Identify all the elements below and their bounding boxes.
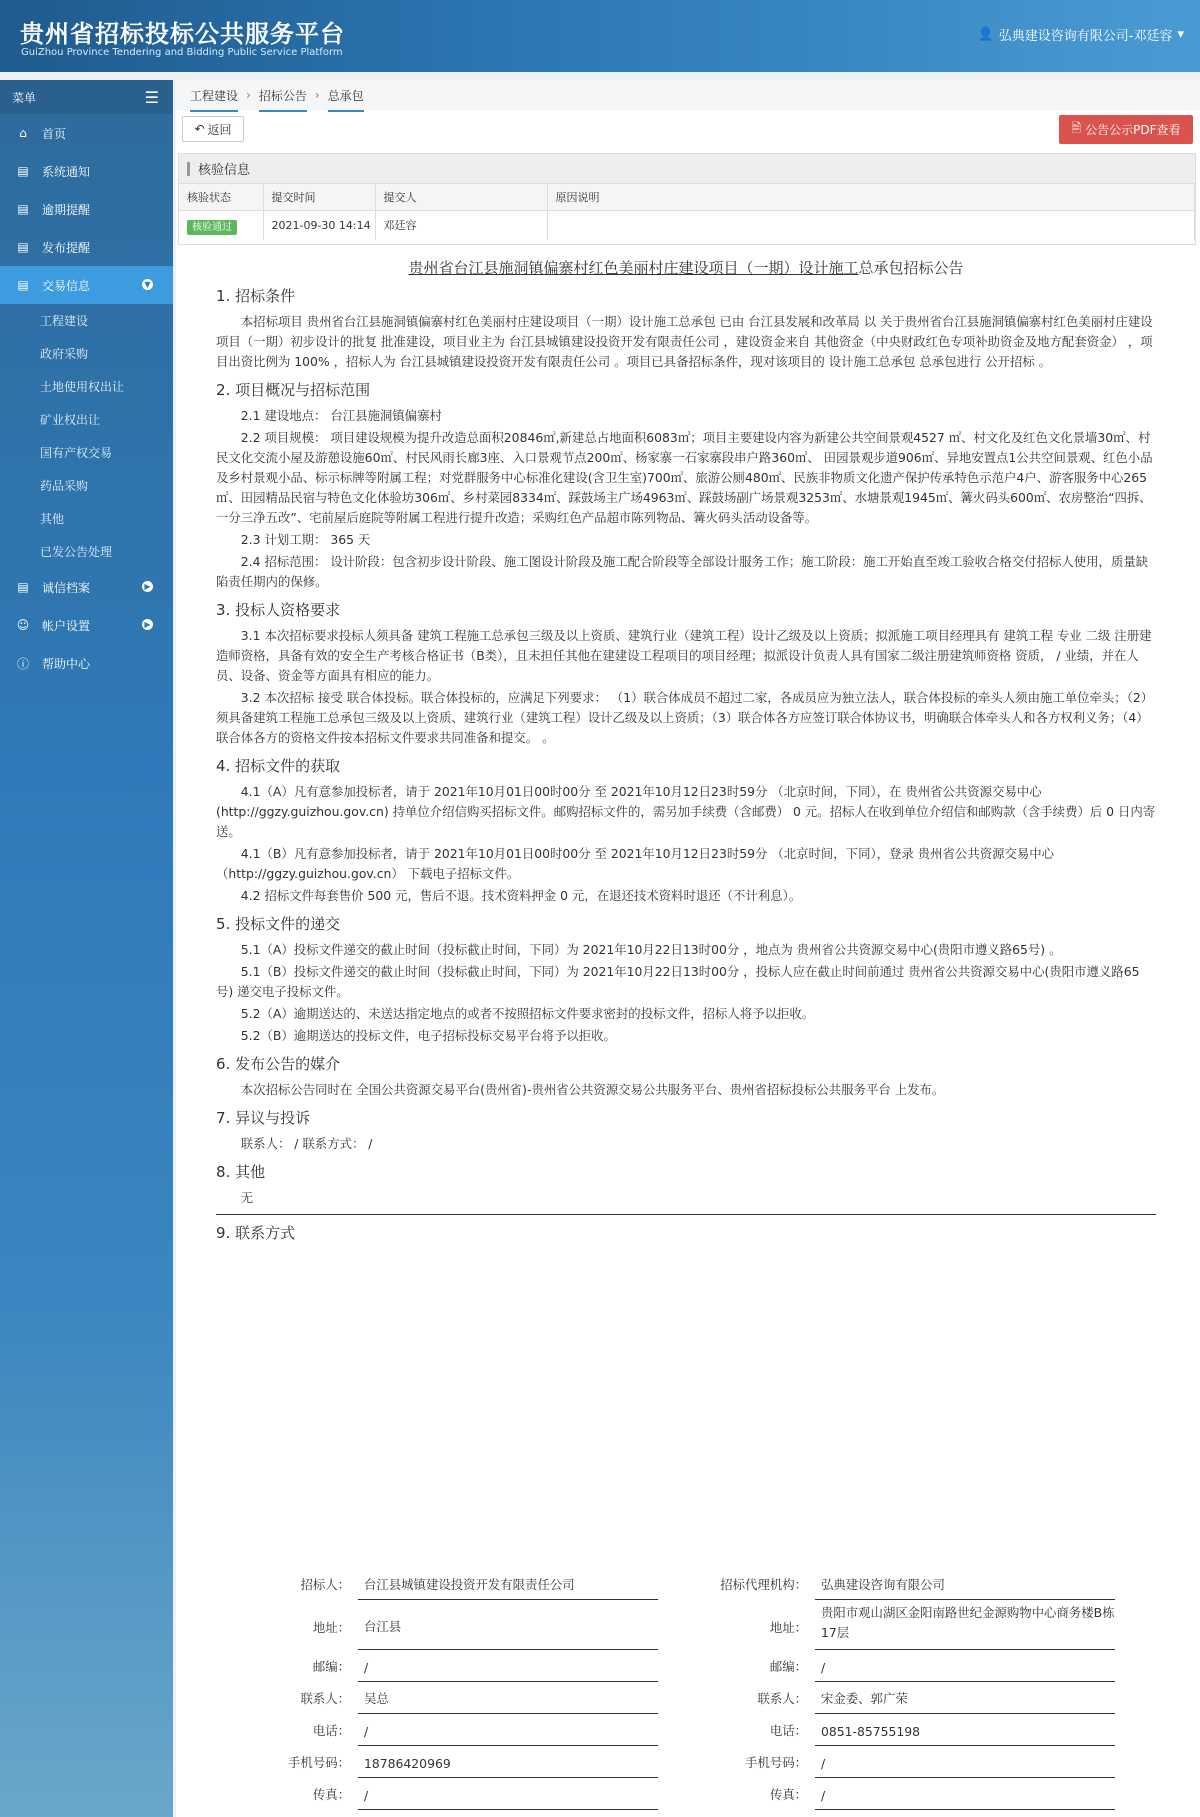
contact-label: 传真：: [769, 1787, 807, 1802]
time-cell: 2021-09-30 14:14: [263, 210, 375, 240]
verify-table: [179, 184, 1195, 240]
sidebar-subitem[interactable]: 政府采购: [40, 347, 89, 361]
paragraph: 联系人： / 联系方式： /: [240, 1136, 373, 1151]
contact-label: 邮编：: [312, 1659, 350, 1674]
paragraph: 4.1（A）凡有意参加投标者，请于 2021年10月01日00时00分 至 2021年10月12日23时59分 （北京时间，下同），在 贵州省公共资源交易中心(http://ggzy.guizhou.gov.cn) 持单位介绍信购买招标文件。邮购招标文件的，需另加手续费（含邮费） 0 元。招标人在收到单位介绍信和邮购款（含手续费）后 0 日内寄送。: [216, 784, 1156, 839]
contact-label: 电话：: [769, 1723, 807, 1738]
paragraph: 3.1 本次招标要求投标人须具备 建筑工程施工总承包三级及以上资质、建筑行业（建筑工程）设计乙级及以上资质；拟派施工项目经理具有 建筑工程 专业 二级 注册建造师资格，具备有效的安全生产考核合格证书（B类），且未担任其他在建建设工程项目的项目经理；拟派设计负责人具有国家二级注册建筑师资格 资质， / 业绩，并在人员、设备、资金等方面具有相应的能力。: [216, 628, 1152, 683]
paragraph: 4.2 招标文件每套售价 500 元，售后不退。技术资料押金 0 元，在退还技术资料时退还（不计利息）。: [240, 888, 802, 903]
breadcrumb: [176, 80, 1200, 110]
sidebar-item-publish[interactable]: [0, 228, 173, 266]
section-heading: 6. 发布公告的媒介: [216, 1055, 341, 1073]
contact-value: /: [358, 1788, 658, 1810]
column-header: 核验状态: [179, 184, 263, 210]
chevron-down-icon: ▼: [142, 279, 153, 290]
header-bar: [187, 162, 190, 176]
contact-label: 联系人：: [757, 1691, 807, 1706]
contact-value: 台江县城镇建设投资开发有限责任公司: [358, 1575, 658, 1600]
section-heading: 3. 投标人资格要求: [216, 601, 341, 619]
contact-value: /: [358, 1724, 658, 1746]
contact-row: [216, 1778, 1176, 1810]
sidebar: [0, 80, 173, 1817]
contact-value: /: [815, 1660, 1115, 1682]
pdf-icon: 🗎: [1071, 121, 1082, 135]
paragraph: 无: [240, 1190, 254, 1205]
hamburger-icon[interactable]: ☰: [144, 87, 159, 107]
toolbar: [176, 110, 1200, 150]
user-menu[interactable]: [978, 25, 1184, 44]
sidebar-item-credit[interactable]: [0, 568, 173, 606]
user-name: 弘典建设咨询有限公司-邓廷容: [998, 29, 1173, 44]
home-icon: ⌂: [19, 126, 27, 140]
column-header: 原因说明: [547, 184, 1195, 210]
announcement: [216, 258, 1156, 1249]
contact-row: [216, 1600, 1176, 1650]
sidebar-item-account[interactable]: [0, 606, 173, 644]
sidebar-item-label: 逾期提醒: [42, 202, 91, 217]
list-icon: ▤: [17, 240, 29, 254]
verify-title: 核验信息: [198, 163, 251, 178]
title-project: 贵州省台江县施洞镇偏寨村红色美丽村庄建设项目（一期）设计施工: [408, 259, 859, 277]
chevron-right-icon: ›: [314, 88, 320, 102]
status-badge: 核验通过: [187, 220, 237, 235]
contact-row: [216, 1714, 1176, 1746]
contact-label: 招标代理机构：: [720, 1577, 807, 1592]
sidebar-item-overdue[interactable]: [0, 190, 173, 228]
reason-cell: [547, 210, 1195, 240]
sidebar-item-label: 诚信档案: [42, 580, 91, 595]
contact-value: 吴总: [358, 1689, 658, 1714]
back-icon: ↶: [194, 122, 205, 136]
breadcrumb-item[interactable]: 招标公告: [259, 87, 307, 112]
contact-value: 18786420969: [358, 1756, 658, 1778]
list-icon: ▤: [17, 278, 29, 292]
user-icon: ☺: [16, 618, 30, 632]
title-rest: 总承包招标公告: [858, 259, 964, 277]
paragraph: 4.1（B）凡有意参加投标者，请于 2021年10月01日00时00分 至 2021年10月12日23时59分 （北京时间，下同），登录 贵州省公共资源交易中心（http://ggzy.guizhou.gov.cn） 下载电子招标文件。: [216, 846, 1055, 881]
list-icon: ▤: [17, 580, 29, 594]
sidebar-subitem[interactable]: 土地使用权出让: [40, 380, 125, 394]
contact-value: /: [815, 1788, 1115, 1810]
contact-row: [216, 1682, 1176, 1714]
contact-label: 传真：: [312, 1787, 350, 1802]
verify-header: [179, 154, 1195, 184]
contact-label: 联系人：: [300, 1691, 350, 1706]
user-icon: 👤: [977, 27, 994, 42]
contact-label: 电话：: [312, 1723, 350, 1738]
paragraph: 5.1（A）投标文件递交的截止时间（投标截止时间，下同）为 2021年10月22日13时00分 ，地点为 贵州省公共资源交易中心(贵阳市遵义路65号) 。: [240, 942, 1062, 957]
paragraph: 本招标项目 贵州省台江县施洞镇偏寨村红色美丽村庄建设项目（一期）设计施工总承包 已由 台江县发展和改革局 以 关于贵州省台江县施洞镇偏寨村红色美丽村庄建设项目（一期）初步设计的批复 批准建设，项目业主为 台江县城镇建设投资开发有限责任公司 ，建设资金来自 其他资金（中央财政红色专项补助资金及地方配套资金） ，项目出资比例为 100% ，招标人为 台江县城镇建设投资开发有限责任公司 。项目已具备招标条件，现对该项目的 设计施工总承包 总承包进行 公开招标 。: [216, 314, 1153, 369]
paragraph: 本次招标公告同时在 全国公共资源交易平台(贵州省)-贵州省公共资源交易公共服务平台、贵州省招标投标公共服务平台 上发布。: [240, 1082, 945, 1097]
sidebar-subitem[interactable]: 其他: [40, 512, 65, 526]
sidebar-item-home[interactable]: [0, 114, 173, 152]
sidebar-item-label: 系统通知: [42, 164, 91, 179]
help-icon: ⓘ: [16, 656, 29, 671]
back-label: 返回: [207, 122, 232, 137]
contact-value: /: [815, 1756, 1115, 1778]
contact-value: 弘典建设咨询有限公司: [815, 1575, 1115, 1600]
section-heading: 5. 投标文件的递交: [216, 915, 341, 933]
paragraph: 2.4 招标范围： 设计阶段：包含初步设计阶段、施工图设计阶段及施工配合阶段等全部设计服务工作；施工阶段：施工开始直至竣工验收合格交付招标人使用，质量缺陷责任期内的保修。: [216, 554, 1149, 589]
monitor-icon: ▤: [17, 164, 29, 178]
sidebar-item-label: 帮助中心: [42, 656, 91, 671]
sidebar-item-help[interactable]: [0, 644, 173, 682]
section-heading: 4. 招标文件的获取: [216, 757, 341, 775]
contact-label: 邮编：: [769, 1659, 807, 1674]
table-row: [179, 210, 1195, 240]
site-title: 贵州省招标投标公共服务平台: [20, 20, 345, 48]
person-cell: 邓廷容: [375, 210, 547, 240]
pdf-label: 公告公示PDF查看: [1085, 123, 1181, 137]
menu-label: 菜单: [12, 90, 37, 105]
sidebar-item-trade[interactable]: [0, 266, 173, 304]
sidebar-item-label: 发布提醒: [42, 240, 91, 255]
divider: [216, 1214, 1156, 1215]
breadcrumb-item[interactable]: 总承包: [328, 87, 364, 112]
column-header: 提交人: [375, 184, 547, 210]
menu-header: [0, 80, 173, 114]
contact-label: 地址：: [312, 1620, 350, 1635]
paragraph: 3.2 本次招标 接受 联合体投标。联合体投标的，应满足下列要求： （1）联合体成员不超过二家，各成员应为独立法人，联合体投标的牵头人须由施工单位牵头；（2）须具备建筑工程施工总承包三级及以上资质、建筑行业（建筑工程）设计乙级及以上资质；（3）联合体各方应签订联合体协议书，明确联合体牵头人和各方权利义务；（4）联合体各方的资格文件按本招标文件要求共同准备和提交。 。: [216, 690, 1154, 745]
contact-value: /: [358, 1660, 658, 1682]
sidebar-item-notice[interactable]: [0, 152, 173, 190]
contact-label: 地址：: [769, 1620, 807, 1635]
site-subtitle: GuiZhou Province Tendering and Bidding Public Service Platform: [21, 47, 343, 58]
breadcrumb-item[interactable]: 工程建设: [190, 87, 238, 112]
top-header: [0, 0, 1200, 72]
contact-value: 贵阳市观山湖区金阳南路世纪金源购物中心商务楼B栋17层: [815, 1603, 1115, 1650]
caret-down-icon: ▾: [1177, 27, 1184, 42]
list-icon: ▤: [17, 202, 29, 216]
paragraph: 5.2（B）逾期送达的投标文件，电子招标投标交易平台将予以拒收。: [240, 1028, 616, 1043]
sidebar-subitem[interactable]: 矿业权出让: [40, 413, 101, 427]
sidebar-subitem[interactable]: 药品采购: [40, 479, 89, 493]
paragraph: 2.2 项目规模： 项目建设规模为提升改造总面积20846㎡,新建总占地面积6083㎡；项目主要建设内容为新建公共空间景观4527 ㎡、村文化及红色文化景墙30㎡、村民文化交流小屋及游憩设施60㎡、村民风雨长廊3座、入口景观节点200㎡、杨家寨一石家寨段串户路360㎡、 田园景观步道906㎡、异地安置点1公共空间景观、红色小品及乡村景观小品、标示标牌等附属工程；对党群服务中心标准化建设(含卫生室)700㎡、旅游公厕480㎡、民族非物质文化遗产保护传承特色示范户4户、游客服务中心265㎡、田园精品民宿与特色文化体验坊306㎡、乡村菜园8334㎡、踩鼓场主广场4963㎡、踩鼓场副广场景观3253㎡、水塘景观1945㎡、篝火码头600㎡、农房整治“四拆、一分三净五改”、宅前屋后庭院等附属工程进行提升改造；采购红色产品超市陈列物品、篝火码头活动设备等。: [216, 430, 1153, 525]
section-heading: 2. 项目概况与招标范围: [216, 381, 371, 399]
contact-row: [216, 1568, 1176, 1600]
paragraph: 2.1 建设地点： 台江县施洞镇偏寨村: [240, 408, 442, 423]
pdf-view-button[interactable]: [1059, 115, 1193, 144]
main-content: [176, 80, 1200, 1817]
contact-value: 宋金委、郭广荣: [815, 1689, 1115, 1714]
paragraph: 5.1（B）投标文件递交的截止时间（投标截止时间，下同）为 2021年10月22日13时00分 ，投标人应在截止时间前通过 贵州省公共资源交易中心(贵阳市遵义路65号) 递交电子投标文件。: [216, 964, 1140, 999]
section-heading: 1. 招标条件: [216, 287, 296, 305]
contact-label: 手机号码：: [745, 1755, 807, 1770]
verify-panel: [178, 153, 1196, 245]
sidebar-item-label: 帐户设置: [42, 618, 91, 633]
section-heading: 9. 联系方式: [216, 1224, 296, 1242]
contact-label: 招标人：: [300, 1577, 350, 1592]
chevron-right-icon: ▶: [142, 581, 153, 592]
sidebar-subitem[interactable]: 已发公告处理: [40, 545, 113, 559]
sidebar-item-label: 交易信息: [42, 278, 91, 293]
back-button[interactable]: [182, 116, 244, 142]
contact-table: [216, 1568, 1176, 1810]
column-header: 提交时间: [263, 184, 375, 210]
paragraph: 5.2（A）逾期送达的、未送达指定地点的或者不按照招标文件要求密封的投标文件，招标人将予以拒收。: [240, 1006, 815, 1021]
status-cell: [179, 210, 263, 240]
sidebar-subitem[interactable]: 工程建设: [40, 314, 89, 328]
sidebar-item-label: 首页: [42, 126, 67, 141]
sidebar-subitem[interactable]: 国有产权交易: [40, 446, 113, 460]
chevron-right-icon: ›: [246, 88, 251, 102]
announcement-title: [216, 258, 1156, 278]
section-heading: 8. 其他: [216, 1163, 266, 1181]
contact-value: 台江县: [358, 1617, 658, 1650]
paragraph: 2.3 计划工期： 365 天: [240, 532, 371, 547]
contact-row: [216, 1746, 1176, 1778]
chevron-right-icon: ▶: [142, 619, 153, 630]
contact-label: 手机号码：: [288, 1755, 350, 1770]
contact-value: 0851-85755198: [815, 1724, 1115, 1746]
contact-row: [216, 1650, 1176, 1682]
section-heading: 7. 异议与投诉: [216, 1109, 311, 1127]
